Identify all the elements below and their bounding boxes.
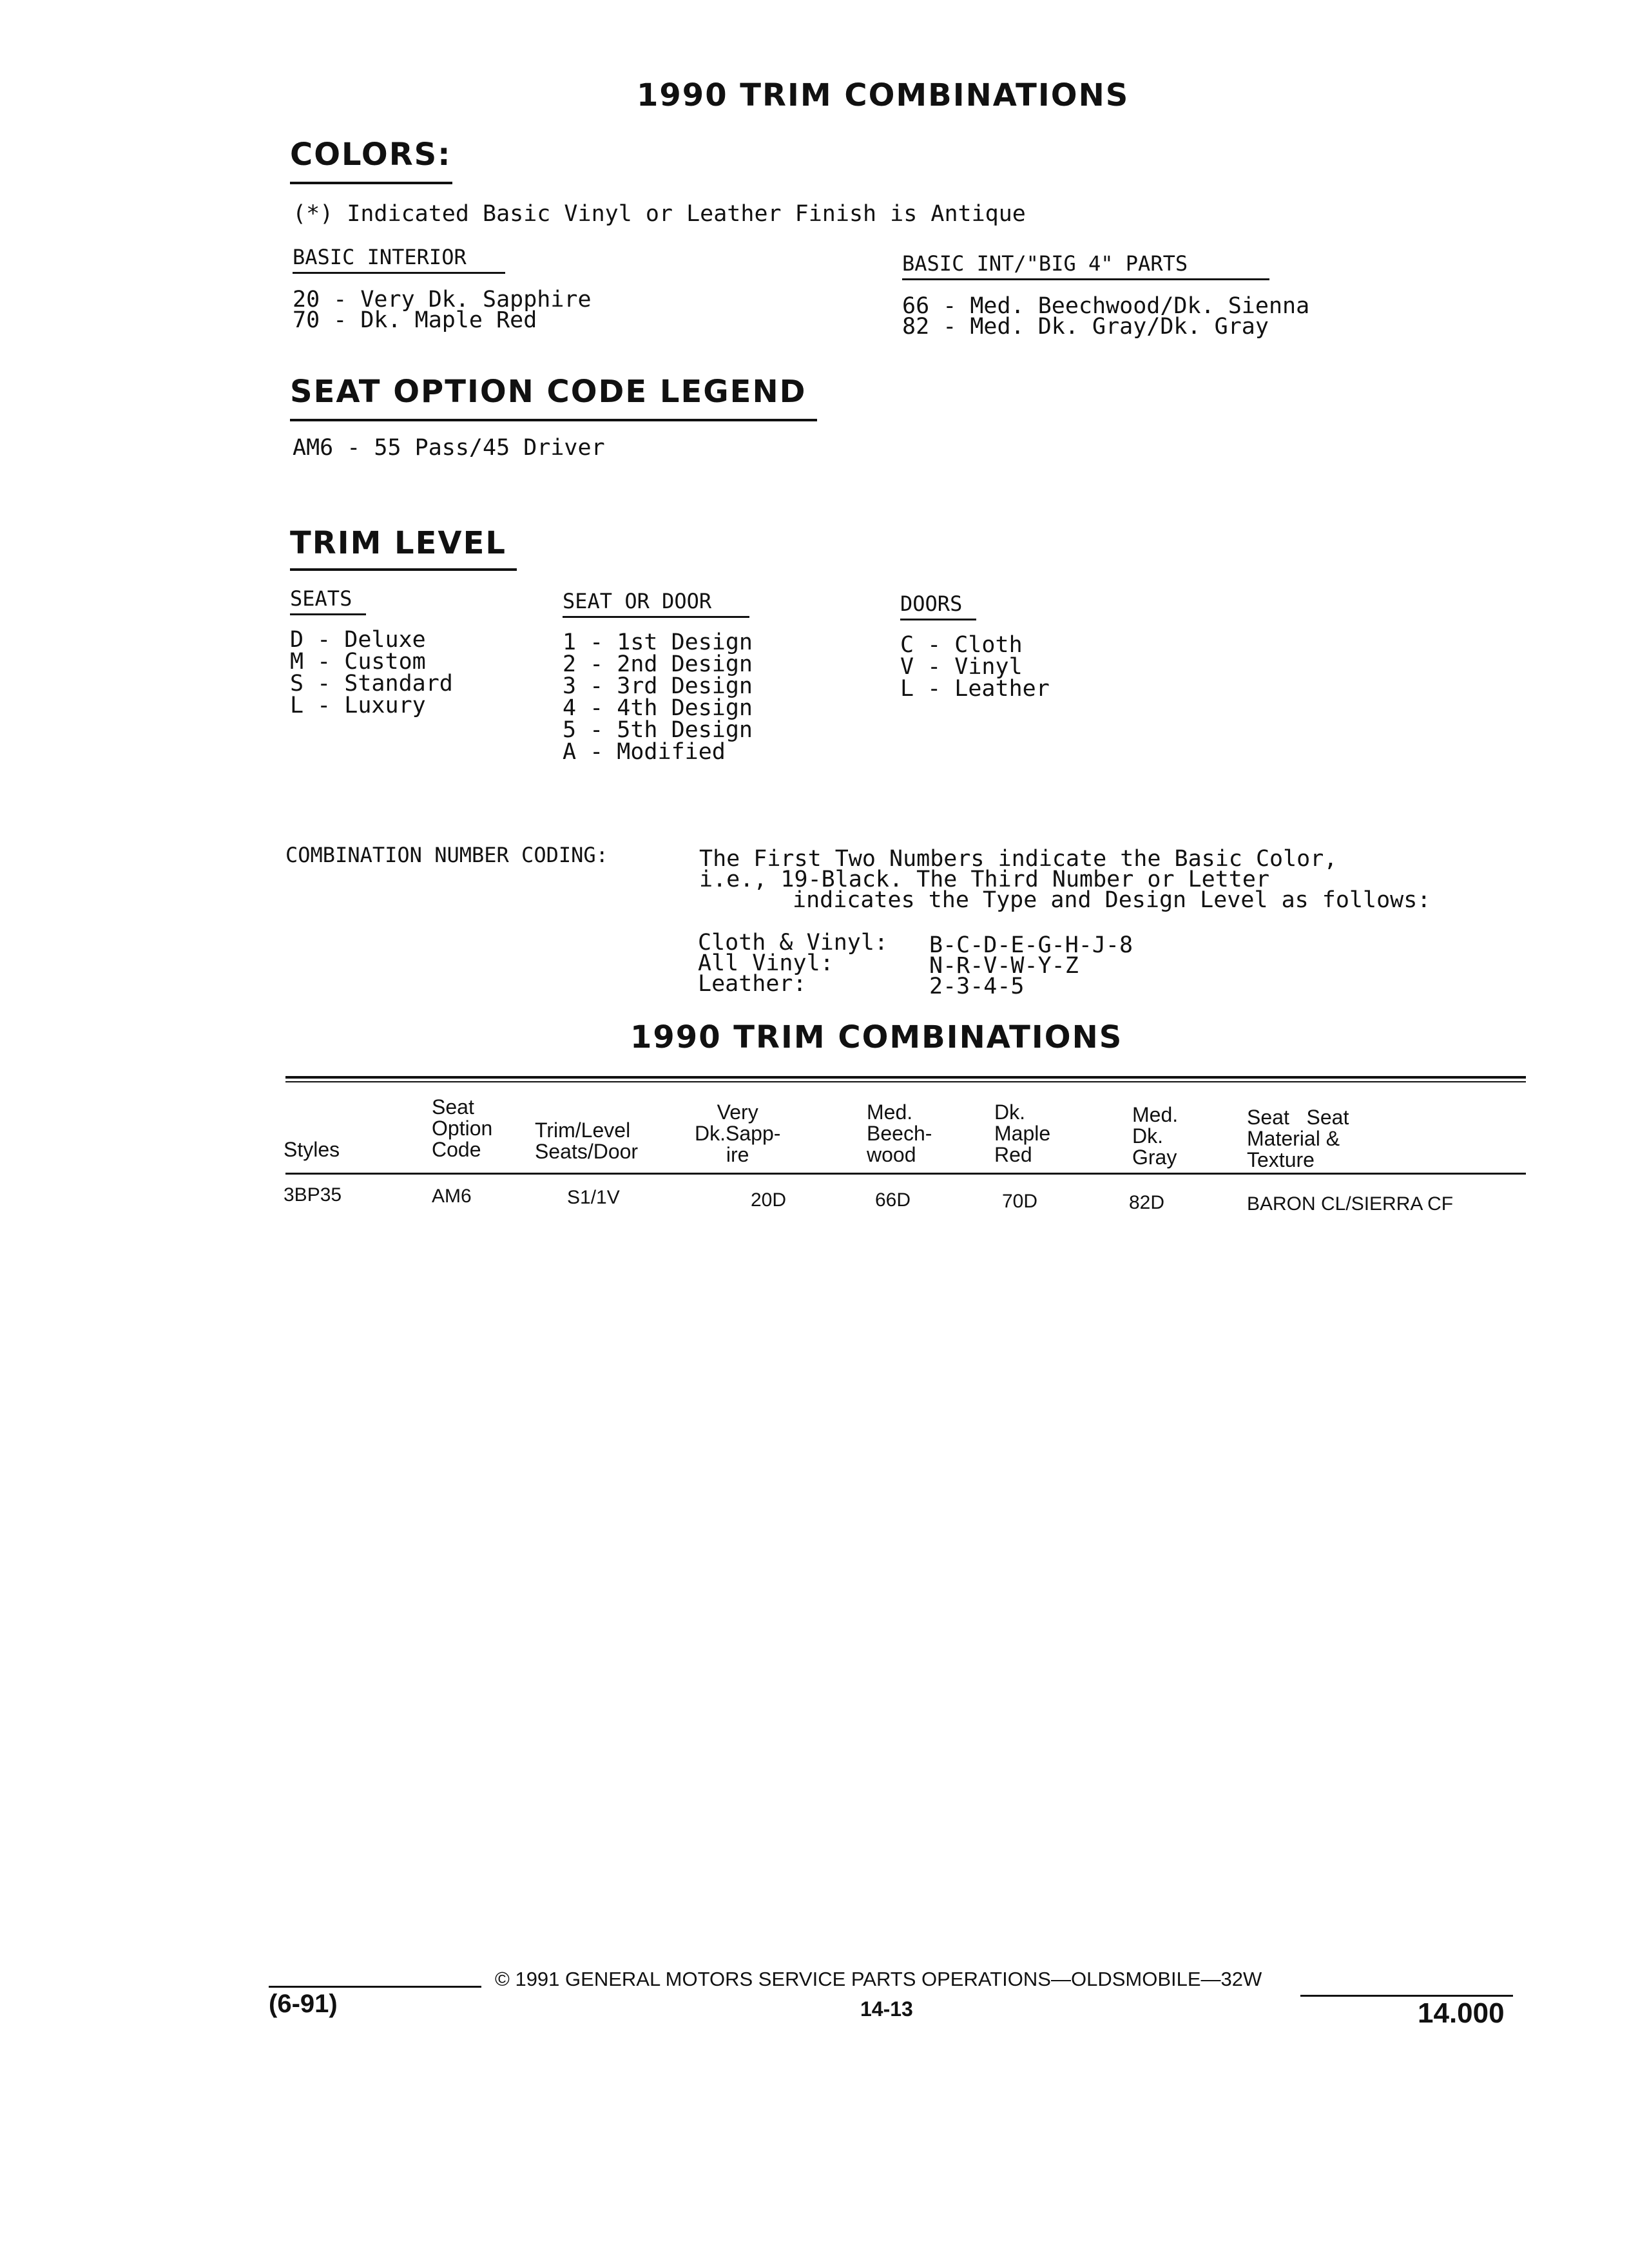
col-header-seat-material: Seat Seat Material & Texture	[1247, 1106, 1349, 1171]
seats-item-2: M - Custom	[290, 649, 426, 675]
coding-vinyl-value: N-R-V-W-Y-Z	[929, 953, 1079, 979]
seat-or-door-underline	[563, 616, 749, 618]
col-header-dk-maple-red: Dk. Maple Red	[994, 1100, 1051, 1166]
seat-option-item: AM6 - 55 Pass/45 Driver	[293, 435, 605, 461]
coding-line-3: indicates the Type and Design Level as follows:	[793, 887, 1431, 913]
seat-option-heading: SEAT OPTION CODE LEGEND	[290, 374, 807, 410]
col-header-very-dk-sapphire: Very Dk.Sapp- ire	[695, 1100, 781, 1166]
table-title: 1990 TRIM COMBINATIONS	[630, 1019, 1123, 1055]
doors-item-2: V - Vinyl	[900, 654, 1023, 680]
coding-cloth-label: Cloth & Vinyl:	[698, 930, 889, 956]
footer-page-number: 14-13	[860, 1997, 913, 2021]
big4-label: BASIC INT/"BIG 4" PARTS	[902, 251, 1188, 276]
seat-or-door-label: SEAT OR DOOR	[563, 589, 712, 613]
page-title: 1990 TRIM COMBINATIONS	[637, 77, 1130, 113]
coding-line-2: i.e., 19-Black. The Third Number or Letter	[699, 867, 1270, 892]
cell-dk-maple-red: 70D	[1002, 1191, 1038, 1212]
col-header-med-beechwood: Med. Beech- wood	[867, 1100, 932, 1166]
cell-trim-level: S1/1V	[567, 1187, 620, 1208]
seats-label: SEATS	[290, 586, 352, 611]
seat-or-door-item-5: 5 - 5th Design	[563, 717, 753, 743]
seats-item-1: D - Deluxe	[290, 627, 426, 653]
colors-heading: COLORS:	[290, 137, 452, 173]
cell-styles: 3BP35	[284, 1184, 342, 1206]
header-underline	[285, 1173, 1526, 1175]
seat-or-door-item-3: 3 - 3rd Design	[563, 673, 753, 699]
big4-underline	[902, 278, 1269, 280]
footer-rule-right	[1300, 1995, 1513, 1997]
seat-or-door-item-1: 1 - 1st Design	[563, 629, 753, 655]
seat-or-door-item-4: 4 - 4th Design	[563, 695, 753, 721]
seat-or-door-item-6: A - Modified	[563, 739, 726, 765]
big4-item-1: 66 - Med. Beechwood/Dk. Sienna	[902, 293, 1310, 319]
doors-label: DOORS	[900, 591, 963, 616]
cell-med-dk-gray: 82D	[1129, 1192, 1165, 1213]
coding-cloth-value: B-C-D-E-G-H-J-8	[929, 932, 1133, 958]
col-header-trim-level: Trim/Level Seats/Door	[535, 1119, 639, 1163]
coding-label: COMBINATION NUMBER CODING:	[285, 843, 608, 867]
seat-option-heading-rule	[290, 419, 817, 421]
col-header-styles: Styles	[284, 1138, 340, 1161]
col-header-med-dk-gray: Med. Dk. Gray	[1132, 1103, 1179, 1169]
coding-leather-label: Leather:	[698, 971, 807, 997]
footer-date-code: (6-91)	[269, 1990, 338, 2018]
doors-item-1: C - Cloth	[900, 632, 1023, 658]
basic-interior-underline	[293, 272, 505, 274]
seats-underline	[290, 613, 366, 615]
coding-leather-value: 2-3-4-5	[929, 974, 1025, 999]
seat-or-door-item-2: 2 - 2nd Design	[563, 651, 753, 677]
cell-seat-material: BARON CL/SIERRA CF	[1247, 1193, 1454, 1215]
coding-vinyl-label: All Vinyl:	[698, 950, 834, 976]
seats-item-4: L - Luxury	[290, 693, 426, 718]
colors-note: (*) Indicated Basic Vinyl or Leather Finish is Antique	[293, 201, 1026, 227]
cell-med-beechwood: 66D	[875, 1189, 911, 1211]
cell-very-dk-sapphire: 20D	[751, 1189, 787, 1211]
table-top-rule-thin	[285, 1081, 1526, 1082]
trim-level-heading-rule	[290, 568, 517, 571]
basic-interior-label: BASIC INTERIOR	[293, 245, 467, 269]
cell-seat-option-code: AM6	[432, 1186, 472, 1207]
footer-rule-left	[269, 1986, 481, 1988]
footer-section-number: 14.000	[1418, 1997, 1505, 2029]
basic-interior-item-2: 70 - Dk. Maple Red	[293, 307, 537, 333]
doors-underline	[900, 619, 976, 620]
trim-level-heading: TRIM LEVEL	[290, 525, 506, 561]
footer-copyright: © 1991 GENERAL MOTORS SERVICE PARTS OPERATIONS—OLDSMOBILE—32W	[495, 1968, 1262, 1990]
basic-interior-item-1: 20 - Very Dk. Sapphire	[293, 287, 592, 312]
colors-heading-rule	[290, 182, 452, 184]
col-header-seat-option-code: Seat Option Code	[432, 1095, 493, 1161]
coding-line-1: The First Two Numbers indicate the Basic Color,	[699, 846, 1338, 872]
doors-item-3: L - Leather	[900, 676, 1050, 702]
table-top-rule	[285, 1076, 1526, 1079]
seats-item-3: S - Standard	[290, 671, 453, 697]
big4-item-2: 82 - Med. Dk. Gray/Dk. Gray	[902, 314, 1269, 340]
